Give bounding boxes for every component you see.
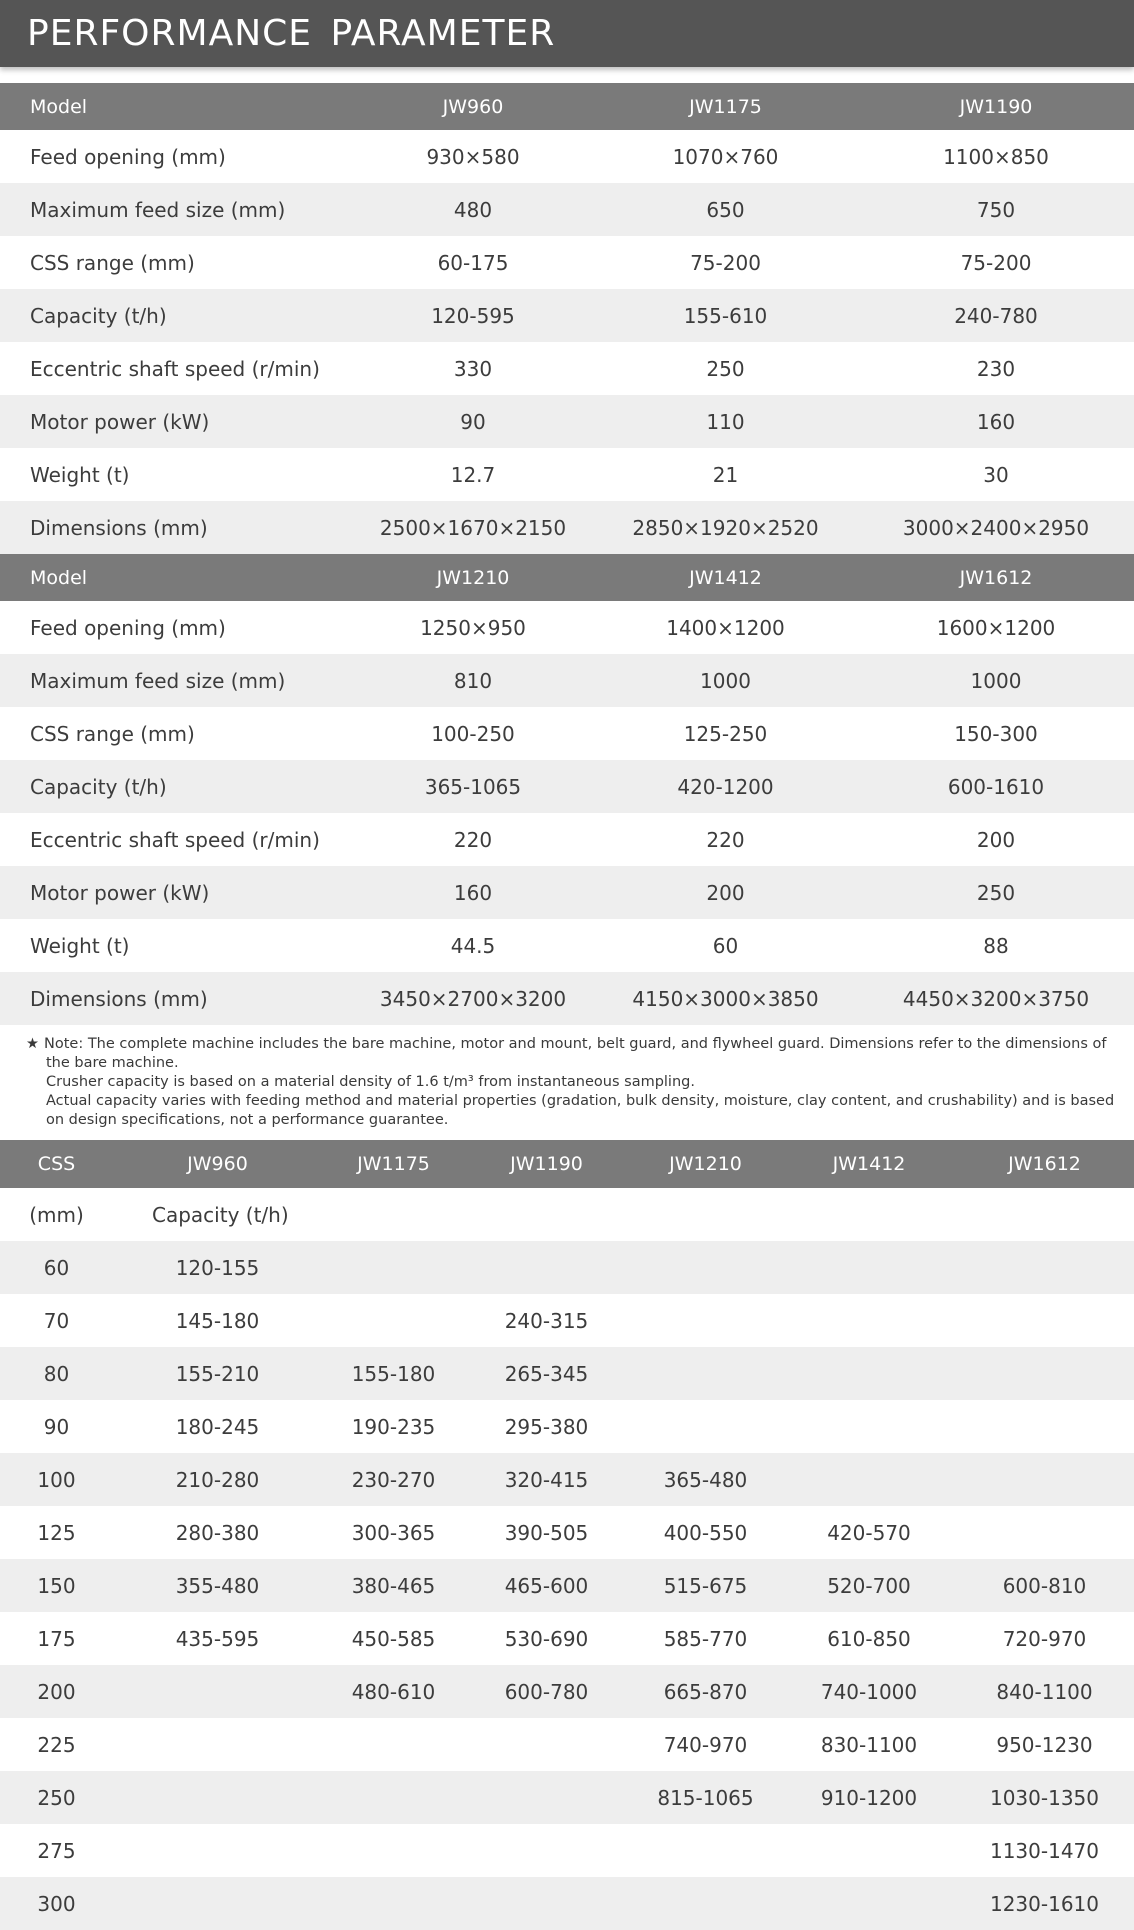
page-title: PERFORMANCE PARAMETER <box>27 13 556 54</box>
capacity-value: 515-675 <box>663 1573 748 1598</box>
table-row <box>0 1559 1134 1612</box>
css-value: 150 <box>37 1573 76 1598</box>
css-value: 100 <box>37 1467 76 1492</box>
capacity-value <box>955 1453 1134 1506</box>
row-label: Eccentric shaft speed (r/min) <box>30 356 320 381</box>
capacity-value <box>628 1241 783 1294</box>
cell-value: 44.5 <box>450 933 496 958</box>
spacer <box>0 67 1134 83</box>
cell-value: 480 <box>453 197 493 222</box>
capacity-value <box>322 1294 465 1347</box>
cell-value: 155-610 <box>683 303 768 328</box>
capacity-header-row <box>0 1140 1134 1188</box>
model-name: JW960 <box>442 95 504 118</box>
cell-value: 330 <box>453 356 493 381</box>
row-label: Feed opening (mm) <box>30 615 226 640</box>
cell-value: 220 <box>706 827 745 852</box>
cell-value: 240-780 <box>954 303 1038 328</box>
spec-row <box>0 972 1134 1025</box>
cell-value: 200 <box>976 827 1016 852</box>
table-row <box>0 1824 1134 1877</box>
capacity-value: 230-270 <box>351 1467 436 1492</box>
cell-value: 1400×1200 <box>666 615 785 640</box>
row-label: CSS range (mm) <box>30 250 195 275</box>
row-label: Feed opening (mm) <box>30 144 226 169</box>
cell-value: 1600×1200 <box>936 615 1056 640</box>
spec-row <box>0 919 1134 972</box>
capacity-value: 435-595 <box>175 1626 260 1651</box>
note-line <box>26 1035 1107 1054</box>
header-label: Model <box>30 95 88 118</box>
capacity-value <box>955 1400 1134 1453</box>
capacity-value <box>783 1824 955 1877</box>
capacity-value <box>955 1241 1134 1294</box>
row-label: Dimensions (mm) <box>30 986 208 1011</box>
model-name: JW1175 <box>689 95 762 118</box>
capacity-value <box>783 1347 955 1400</box>
capacity-subheader-row <box>0 1188 1134 1241</box>
spec-row <box>0 654 1134 707</box>
capacity-value: 155-210 <box>175 1361 260 1386</box>
cell-value: 88 <box>983 933 1009 958</box>
capacity-value: 145-180 <box>175 1308 260 1333</box>
table-row <box>0 1877 1134 1930</box>
cell-value: 120-595 <box>431 303 515 328</box>
spec-row <box>0 395 1134 448</box>
table-row <box>0 1718 1134 1771</box>
capacity-value <box>322 1718 465 1771</box>
spec-table-2 <box>0 554 1134 1025</box>
column-header: JW1612 <box>1008 1153 1081 1175</box>
capacity-value: 950-1230 <box>996 1732 1093 1757</box>
capacity-value: 1030-1350 <box>989 1785 1099 1810</box>
capacity-value <box>465 1877 628 1930</box>
cell-value: 365-1065 <box>424 774 522 799</box>
capacity-value: 120-155 <box>175 1255 260 1280</box>
model-name: JW1612 <box>959 566 1033 589</box>
spec-row <box>0 183 1134 236</box>
capacity-value: 840-1100 <box>996 1679 1093 1704</box>
cell-value: 60-175 <box>437 250 509 275</box>
cell-value: 75-200 <box>690 250 761 275</box>
row-label: Weight (t) <box>30 462 130 487</box>
capacity-value: 520-700 <box>827 1573 911 1598</box>
capacity-value: 815-1065 <box>657 1785 754 1810</box>
note-line: Crusher capacity is based on a material density of 1.6 t/m³ from instantaneous sampling. <box>46 1074 695 1090</box>
spec-row <box>0 130 1134 183</box>
cell-value: 1000 <box>700 668 751 693</box>
cell-value: 150-300 <box>954 721 1038 746</box>
capacity-value <box>783 1294 955 1347</box>
note-line: on design specifications, not a performance guarantee. <box>46 1112 449 1128</box>
capacity-table-body <box>0 1140 1134 1241</box>
capacity-value: 600-780 <box>504 1679 589 1704</box>
cell-value: 60 <box>712 933 739 958</box>
cell-value: 1000 <box>970 668 1022 693</box>
model-name: JW1412 <box>689 566 762 589</box>
capacity-value <box>628 1347 783 1400</box>
capacity-value: 355-480 <box>175 1573 260 1598</box>
cell-value: 1100×850 <box>943 144 1049 169</box>
star-icon: ★ <box>26 1036 39 1052</box>
capacity-value: 1130-1470 <box>989 1838 1099 1863</box>
cell-value: 4150×3000×3850 <box>632 986 819 1011</box>
capacity-value <box>783 1400 955 1453</box>
cell-value: 160 <box>976 409 1016 434</box>
spec-table-1 <box>0 83 1134 554</box>
table-row <box>0 1294 1134 1347</box>
cell-value: 12.7 <box>450 462 496 487</box>
css-unit-label: (mm) <box>29 1202 84 1227</box>
cell-value: 3000×2400×2950 <box>902 515 1090 540</box>
cell-value: 1250×950 <box>420 615 526 640</box>
spec-row <box>0 813 1134 866</box>
note-text: Note: The complete machine includes the bare machine, motor and mount, belt guard, and flywheel guard. Dimensions refer to the dimensions of <box>44 1036 1107 1052</box>
capacity-value: 665-870 <box>663 1679 748 1704</box>
cell-value: 75-200 <box>960 250 1032 275</box>
cell-value: 220 <box>453 827 493 852</box>
cell-value: 420-1200 <box>677 774 774 799</box>
column-header: CSS <box>37 1153 76 1175</box>
capacity-value <box>465 1824 628 1877</box>
cell-value: 930×580 <box>426 144 520 169</box>
cell-value: 230 <box>976 356 1016 381</box>
capacity-value: 720-970 <box>1002 1626 1087 1651</box>
capacity-value: 600-810 <box>1002 1573 1087 1598</box>
table-row <box>0 1506 1134 1559</box>
css-value: 125 <box>37 1520 76 1545</box>
row-label: Maximum feed size (mm) <box>30 668 286 693</box>
css-value: 275 <box>37 1838 76 1863</box>
cell-value: 90 <box>460 409 486 434</box>
capacity-value <box>628 1824 783 1877</box>
css-value: 80 <box>43 1361 70 1386</box>
capacity-value <box>628 1877 783 1930</box>
capacity-value: 380-465 <box>351 1573 436 1598</box>
capacity-value <box>113 1877 322 1930</box>
capacity-value: 465-600 <box>504 1573 589 1598</box>
table-row <box>0 1612 1134 1665</box>
cell-value: 4450×3200×3750 <box>902 986 1090 1011</box>
cell-value: 2850×1920×2520 <box>632 515 819 540</box>
capacity-value <box>955 1294 1134 1347</box>
capacity-value: 390-505 <box>504 1520 589 1545</box>
column-header: JW1190 <box>510 1153 583 1175</box>
cell-value: 125-250 <box>683 721 768 746</box>
capacity-value: 210-280 <box>175 1467 260 1492</box>
cell-value: 1070×760 <box>672 144 779 169</box>
cell-value: 160 <box>453 880 493 905</box>
cell-value: 200 <box>706 880 745 905</box>
row-label: Weight (t) <box>30 933 130 958</box>
cell-value: 750 <box>976 197 1016 222</box>
spec-row <box>0 289 1134 342</box>
capacity-value: 450-585 <box>351 1626 436 1651</box>
css-value: 175 <box>37 1626 76 1651</box>
row-label: Eccentric shaft speed (r/min) <box>30 827 320 852</box>
capacity-value: 295-380 <box>504 1414 589 1439</box>
css-value: 60 <box>43 1255 70 1280</box>
header-label: Model <box>30 566 88 589</box>
spec-header-row <box>0 83 1134 130</box>
spec-row <box>0 601 1134 654</box>
capacity-value: 740-970 <box>663 1732 748 1757</box>
capacity-value <box>322 1877 465 1930</box>
table-row <box>0 1347 1134 1400</box>
cell-value: 250 <box>706 356 745 381</box>
capacity-value: 910-1200 <box>820 1785 918 1810</box>
capacity-value <box>628 1294 783 1347</box>
capacity-table <box>0 1140 1134 1930</box>
cell-value: 21 <box>712 462 739 487</box>
capacity-value <box>955 1347 1134 1400</box>
capacity-value <box>628 1400 783 1453</box>
spec-row <box>0 236 1134 289</box>
capacity-value <box>955 1506 1134 1559</box>
capacity-value: 585-770 <box>663 1626 748 1651</box>
css-value: 300 <box>37 1891 76 1916</box>
table-row <box>0 1453 1134 1506</box>
model-name: JW1210 <box>436 566 510 589</box>
cell-value: 600-1610 <box>947 774 1045 799</box>
capacity-value: 265-345 <box>504 1361 589 1386</box>
capacity-value: 420-570 <box>827 1520 911 1545</box>
cell-value: 650 <box>706 197 745 222</box>
capacity-value: 480-610 <box>351 1679 436 1704</box>
spec-row <box>0 866 1134 919</box>
cell-value: 100-250 <box>431 721 515 746</box>
row-label: Capacity (t/h) <box>30 774 167 799</box>
capacity-unit-label: Capacity (t/h) <box>152 1202 289 1227</box>
model-name: JW1190 <box>959 95 1033 118</box>
column-header: JW1412 <box>832 1153 906 1175</box>
cell-value: 2500×1670×2150 <box>379 515 567 540</box>
css-value: 200 <box>37 1679 76 1704</box>
capacity-value <box>322 1771 465 1824</box>
spec-table-2-body <box>0 554 1134 1025</box>
capacity-value <box>465 1718 628 1771</box>
capacity-value <box>465 1241 628 1294</box>
table-row <box>0 1665 1134 1718</box>
table-row <box>0 1400 1134 1453</box>
css-value: 70 <box>43 1308 70 1333</box>
spec-row <box>0 501 1134 554</box>
spec-row <box>0 707 1134 760</box>
spec-table-1-body <box>0 83 1134 554</box>
capacity-value: 610-850 <box>827 1626 911 1651</box>
capacity-value: 320-415 <box>504 1467 589 1492</box>
css-value: 90 <box>43 1414 70 1439</box>
cell-value: 3450×2700×3200 <box>379 986 567 1011</box>
row-label: Maximum feed size (mm) <box>30 197 286 222</box>
column-header: JW1210 <box>669 1153 742 1175</box>
table-row <box>0 1241 1134 1294</box>
row-label: Motor power (kW) <box>30 409 210 434</box>
capacity-value: 240-315 <box>504 1308 589 1333</box>
spec-row <box>0 760 1134 813</box>
cell-value: 30 <box>983 462 1009 487</box>
column-header: JW960 <box>187 1153 248 1175</box>
capacity-value: 1230-1610 <box>989 1891 1099 1916</box>
capacity-value: 530-690 <box>504 1626 589 1651</box>
note-line: Actual capacity varies with feeding method and material properties (gradation, bulk density, moisture, clay content, and crushability) and is based <box>46 1093 1115 1109</box>
title-bar <box>0 0 1134 67</box>
row-label: Dimensions (mm) <box>30 515 208 540</box>
cell-value: 110 <box>706 409 745 434</box>
row-label: Capacity (t/h) <box>30 303 167 328</box>
capacity-value <box>783 1877 955 1930</box>
capacity-value <box>113 1771 322 1824</box>
capacity-value <box>783 1453 955 1506</box>
css-value: 250 <box>37 1785 76 1810</box>
capacity-value: 155-180 <box>351 1361 436 1386</box>
capacity-value <box>465 1771 628 1824</box>
capacity-value: 740-1000 <box>820 1679 918 1704</box>
cell-value: 250 <box>976 880 1016 905</box>
capacity-value <box>322 1824 465 1877</box>
column-header: JW1175 <box>357 1153 430 1175</box>
capacity-value <box>783 1241 955 1294</box>
capacity-value <box>113 1665 322 1718</box>
row-label: Motor power (kW) <box>30 880 210 905</box>
capacity-value <box>113 1824 322 1877</box>
spec-row <box>0 342 1134 395</box>
capacity-value: 365-480 <box>663 1467 748 1492</box>
capacity-value: 180-245 <box>175 1414 260 1439</box>
capacity-value: 830-1100 <box>820 1732 918 1757</box>
row-label: CSS range (mm) <box>30 721 195 746</box>
spec-row <box>0 448 1134 501</box>
table-row <box>0 1771 1134 1824</box>
css-value: 225 <box>37 1732 76 1757</box>
note-line: the bare machine. <box>46 1055 179 1071</box>
capacity-rows <box>0 1241 1134 1930</box>
capacity-value: 190-235 <box>351 1414 436 1439</box>
capacity-value: 280-380 <box>175 1520 260 1545</box>
capacity-value <box>322 1241 465 1294</box>
capacity-value: 300-365 <box>351 1520 436 1545</box>
capacity-value <box>113 1718 322 1771</box>
spec-header-row <box>0 554 1134 601</box>
cell-value: 810 <box>453 668 493 693</box>
capacity-value: 400-550 <box>663 1520 748 1545</box>
note-block <box>0 1025 1134 1140</box>
